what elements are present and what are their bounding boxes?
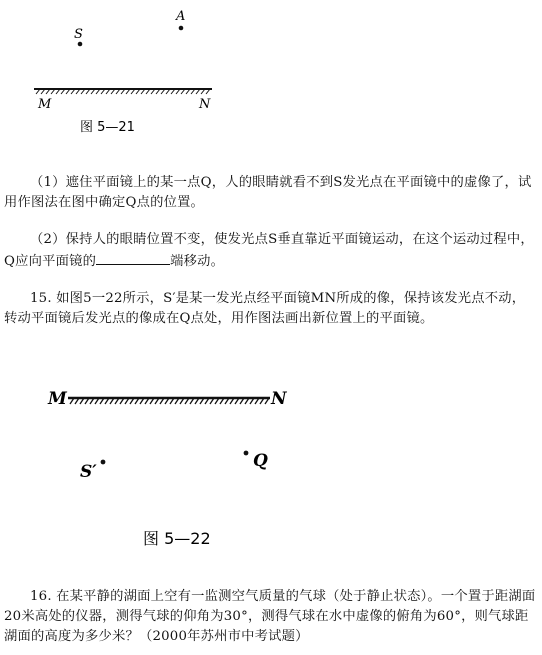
point-s [78, 42, 83, 47]
label-n: N [199, 97, 211, 112]
point-s-prime [101, 460, 106, 465]
question-16: 16. 在某平静的湖面上空有一监测空气质量的气球（处于静止状态）。一个置于距湖面20米高处的仪器，测得气球的仰角为30°，测得气球在水中虚像的俯角为60°，则气球距湖面的高度为多少米？（2000年苏州市中考试题） [4, 589, 536, 644]
question-part-2-tail: 端移动。 [170, 254, 225, 269]
point-q [244, 451, 249, 456]
label-s: S [74, 27, 83, 42]
label-m: M [38, 97, 52, 112]
label-a: A [176, 9, 186, 24]
figure-caption: 图 5—22 [143, 529, 211, 548]
point-a [179, 26, 184, 31]
label-n: N [271, 389, 287, 409]
question-part-1: （1）遮住平面镜上的某一点Q，人的眼睛就看不到S发光点在平面镜中的虚像了，试用作图法在图中确定Q点的位置。 [4, 175, 532, 210]
label-q: Q [253, 451, 268, 471]
figure-5-21 [0, 0, 542, 150]
label-s-prime: S′ [80, 462, 97, 482]
answer-blank [96, 250, 170, 265]
question-part-2-text: （2）保持人的眼睛位置不变，使发光点S垂直靠近平面镜运动，在这个运动过程中，Q应向平面镜的 [4, 232, 534, 269]
question-part-2 [4, 230, 536, 272]
label-m: M [48, 389, 67, 409]
figure-5-22 [0, 370, 542, 560]
question-15: 15. 如图5一22所示，S′是某一发光点经平面镜MN所成的像，保持该发光点不动，转动平面镜后发光点的像成在Q点处，用作图法画出新位置上的平面镜。 [4, 291, 526, 326]
figure-caption: 图 5—21 [80, 120, 135, 135]
